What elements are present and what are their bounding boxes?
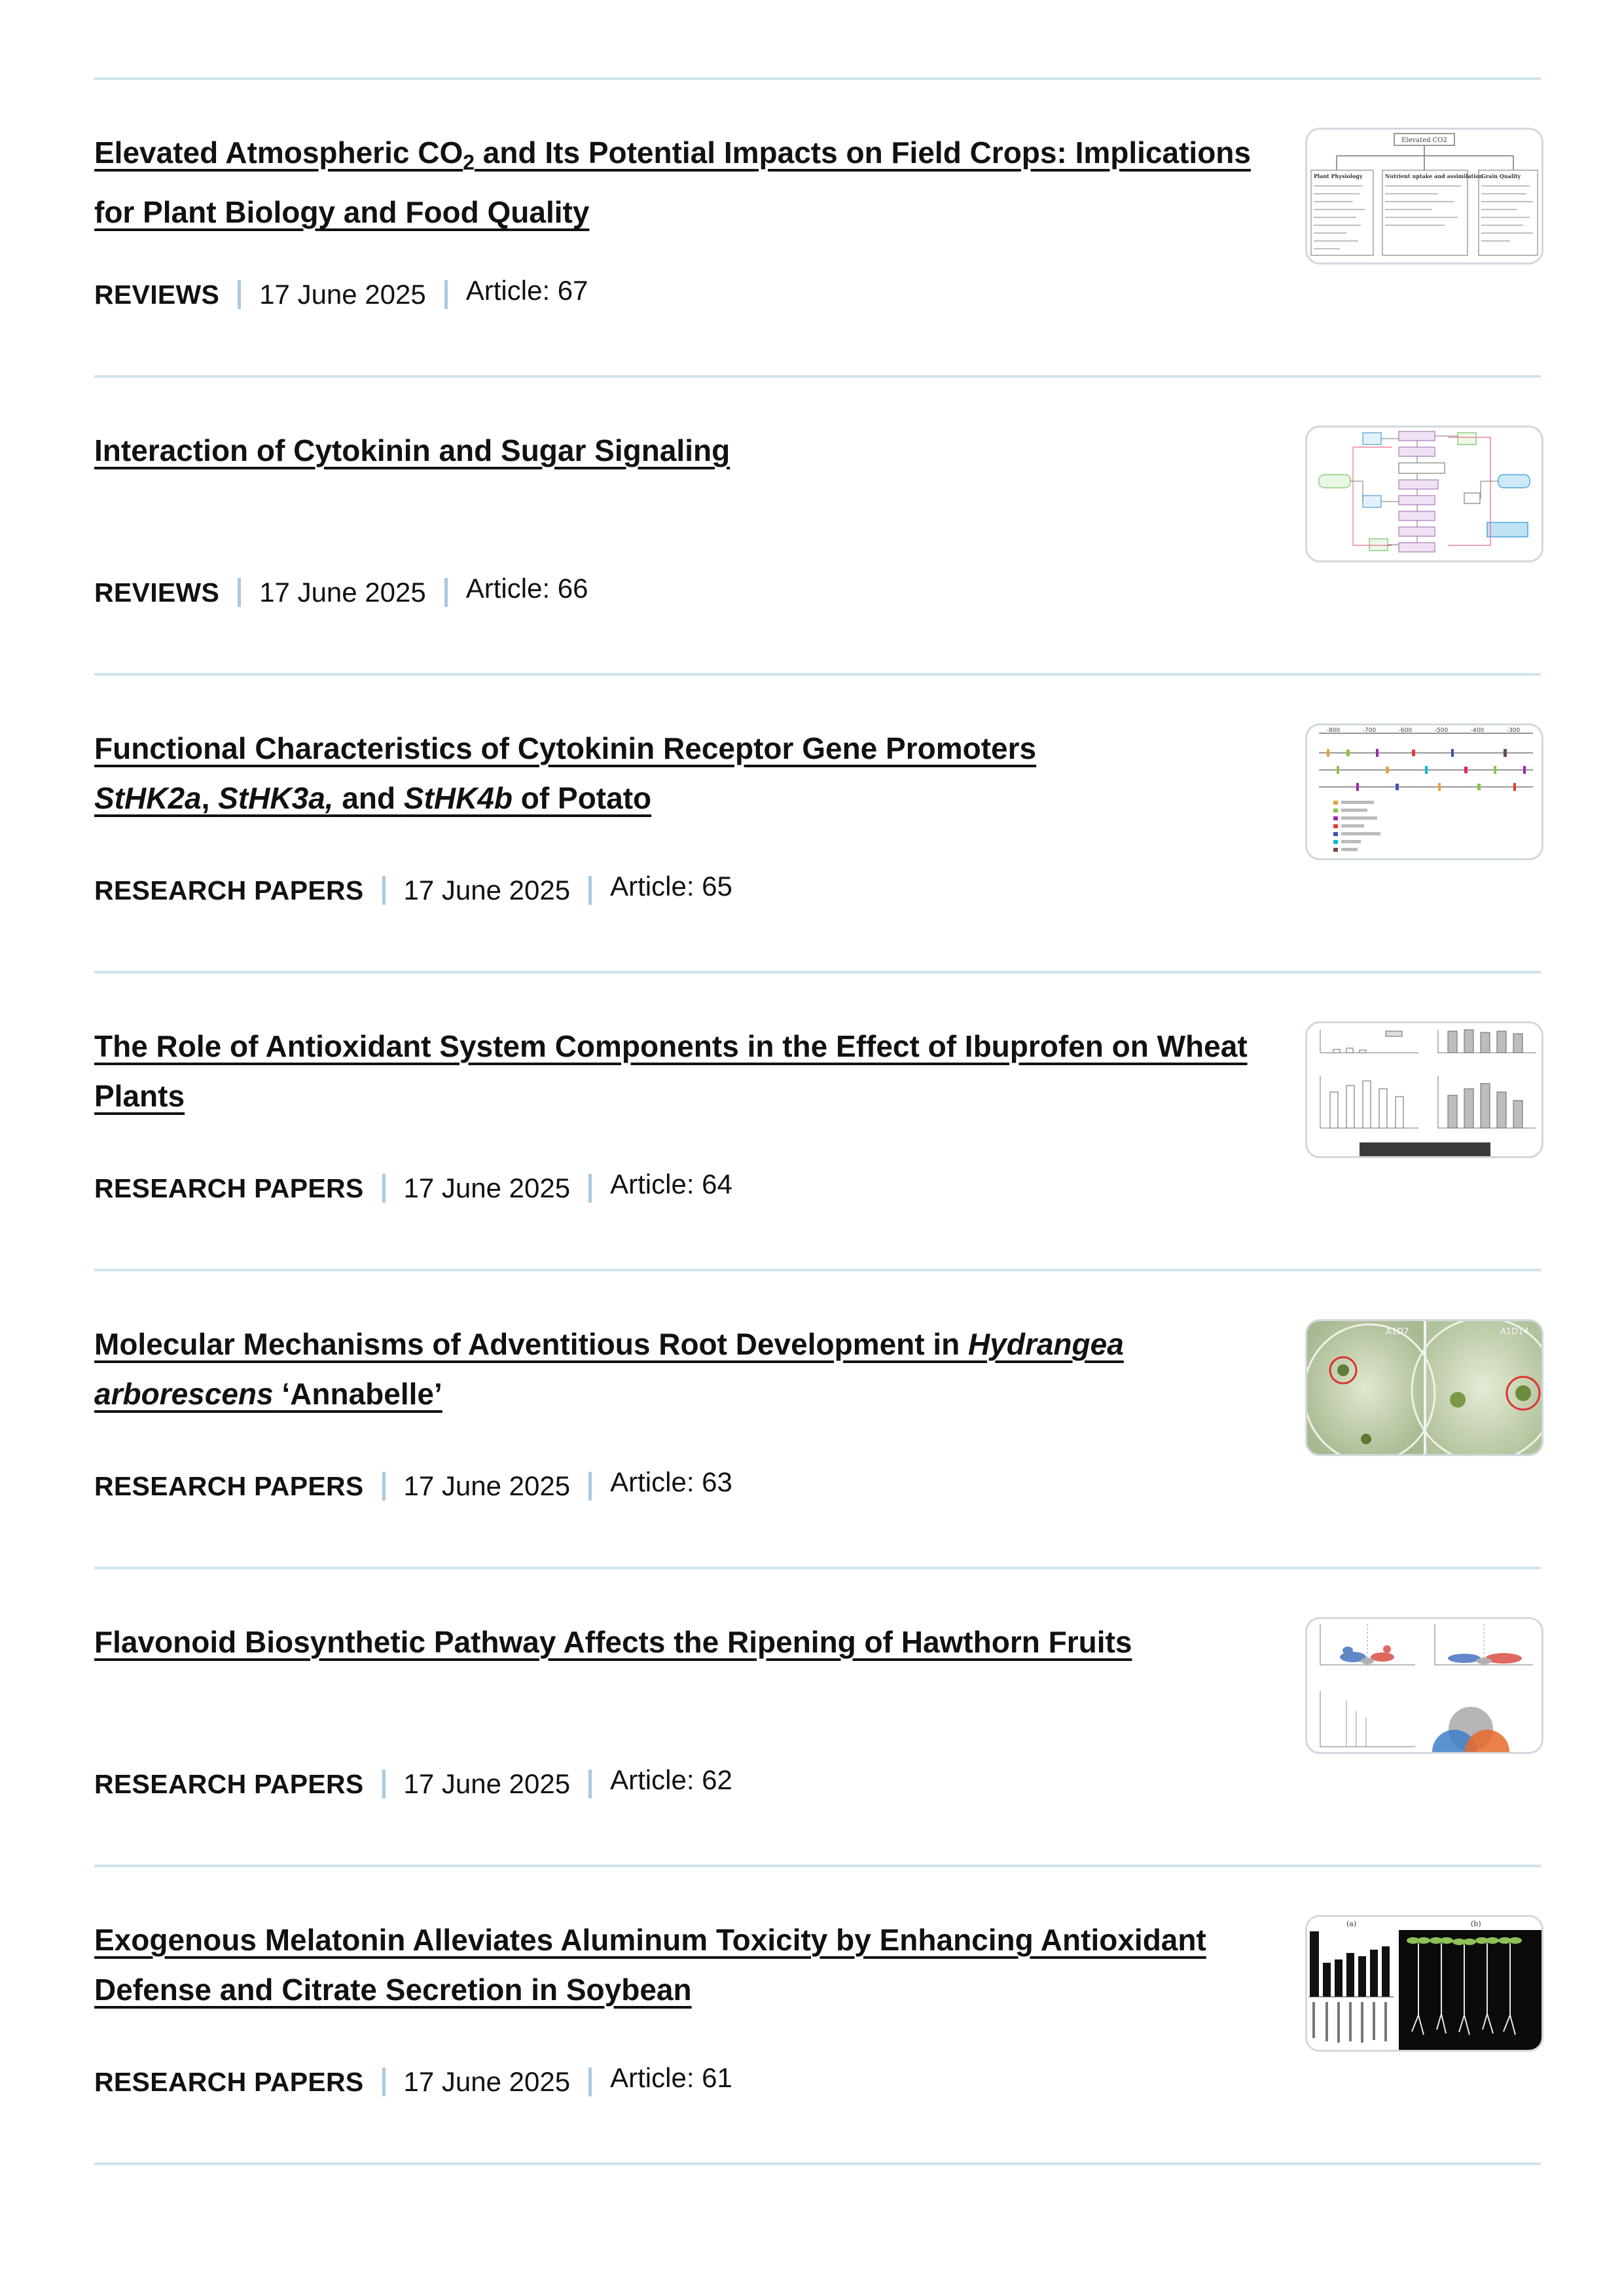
article-entry bbox=[94, 1866, 1541, 2160]
divider bbox=[94, 2162, 1541, 2165]
article-number: Article: 62 bbox=[610, 1764, 732, 1795]
article-title bbox=[94, 1915, 1259, 2014]
promoter-map-icon[interactable] bbox=[1305, 723, 1543, 860]
separator bbox=[588, 1174, 592, 1203]
svg-text:Elevated CO2: Elevated CO2 bbox=[1401, 137, 1447, 144]
flowchart-figure-icon[interactable] bbox=[1305, 128, 1543, 264]
svg-text:Grain Quality: Grain Quality bbox=[1481, 173, 1521, 179]
separator bbox=[588, 1770, 592, 1798]
article-title-link[interactable]: Functional Characteristics of Cytokinin Receptor Gene Promoters StHK2a, StHK3a, and StHK4b of Potato bbox=[94, 731, 1037, 815]
article-number: Article: 61 bbox=[610, 2062, 732, 2093]
article-meta bbox=[94, 573, 588, 612]
publish-date: 17 June 2025 bbox=[403, 1470, 571, 1501]
category-link[interactable]: RESEARCH PAPERS bbox=[94, 1173, 364, 1203]
article-meta bbox=[94, 1467, 732, 1506]
separator bbox=[238, 280, 241, 309]
article-number: Article: 64 bbox=[610, 1169, 732, 1199]
article-number: Article: 65 bbox=[610, 871, 732, 902]
article-number: Article: 63 bbox=[610, 1467, 732, 1497]
signaling-diagram-icon[interactable] bbox=[1305, 426, 1543, 562]
separator bbox=[444, 280, 448, 309]
separator bbox=[588, 2068, 592, 2096]
article-entry bbox=[94, 972, 1541, 1267]
category-link[interactable]: RESEARCH PAPERS bbox=[94, 1470, 364, 1501]
publish-date: 17 June 2025 bbox=[403, 2066, 571, 2097]
article-entry bbox=[94, 674, 1541, 969]
svg-text:-400: -400 bbox=[1470, 727, 1485, 734]
article-title-link[interactable]: Exogenous Melatonin Alleviates Aluminum Toxicity by Enhancing Antioxidant Defense and Citrate Secretion in Soybean bbox=[94, 1923, 1206, 2007]
article-title bbox=[94, 128, 1259, 237]
article-title-link[interactable]: The Role of Antioxidant System Components in the Effect of Ibuprofen on Wheat Plants bbox=[94, 1029, 1248, 1113]
article-title bbox=[94, 723, 1259, 823]
article-entry bbox=[94, 79, 1541, 373]
publish-date: 17 June 2025 bbox=[259, 279, 426, 310]
article-entry bbox=[94, 1270, 1541, 1565]
separator bbox=[382, 2068, 386, 2096]
svg-text:A1D14: A1D14 bbox=[1500, 1327, 1529, 1337]
category-link[interactable]: REVIEWS bbox=[94, 577, 220, 608]
svg-text:-500: -500 bbox=[1434, 727, 1449, 734]
article-title bbox=[94, 1617, 1259, 1667]
svg-text:(a): (a) bbox=[1346, 1920, 1357, 1928]
svg-text:-800: -800 bbox=[1326, 727, 1341, 734]
category-link[interactable]: RESEARCH PAPERS bbox=[94, 1768, 364, 1799]
article-entry bbox=[94, 376, 1541, 671]
article-title bbox=[94, 426, 1259, 475]
volcano-venn-figure-icon[interactable] bbox=[1305, 1617, 1543, 1754]
separator bbox=[382, 876, 386, 905]
article-number: Article: 66 bbox=[465, 573, 588, 604]
svg-text:-700: -700 bbox=[1362, 727, 1377, 734]
article-meta bbox=[94, 275, 588, 314]
publish-date: 17 June 2025 bbox=[403, 1173, 571, 1203]
separator bbox=[444, 578, 448, 607]
publish-date: 17 June 2025 bbox=[403, 875, 571, 905]
article-meta bbox=[94, 2062, 732, 2102]
separator bbox=[588, 1472, 592, 1501]
bar-charts-figure-icon[interactable] bbox=[1305, 1021, 1543, 1158]
svg-text:(b): (b) bbox=[1471, 1920, 1481, 1928]
svg-text:Plant Physiology: Plant Physiology bbox=[1314, 173, 1363, 179]
publish-date: 17 June 2025 bbox=[259, 577, 426, 608]
category-link[interactable]: REVIEWS bbox=[94, 279, 220, 310]
article-title-link[interactable]: Interaction of Cytokinin and Sugar Signaling bbox=[94, 433, 730, 467]
article-title-link[interactable]: Molecular Mechanisms of Adventitious Root Development in Hydrangea arborescens ‘Annabelle’ bbox=[94, 1327, 1124, 1411]
category-link[interactable]: RESEARCH PAPERS bbox=[94, 2066, 364, 2097]
article-number: Article: 67 bbox=[465, 275, 588, 306]
article-entry bbox=[94, 1568, 1541, 1863]
separator bbox=[382, 1472, 386, 1501]
separator bbox=[382, 1174, 386, 1203]
separator bbox=[238, 578, 241, 607]
svg-text:Nutrient uptake and assimilati: Nutrient uptake and assimilation bbox=[1385, 173, 1483, 179]
seedling-photo-figure-icon[interactable] bbox=[1305, 1915, 1543, 2052]
category-link[interactable]: RESEARCH PAPERS bbox=[94, 875, 364, 905]
article-title bbox=[94, 1021, 1259, 1121]
article-meta bbox=[94, 871, 732, 910]
svg-text:-600: -600 bbox=[1398, 727, 1413, 734]
svg-text:-300: -300 bbox=[1506, 727, 1521, 734]
separator bbox=[588, 876, 592, 905]
article-title-link[interactable]: Flavonoid Biosynthetic Pathway Affects the Ripening of Hawthorn Fruits bbox=[94, 1625, 1132, 1659]
article-title-link[interactable]: Elevated Atmospheric $CO_2$ and Its Potential Impacts on Field Crops: Implications for Plant Biology and Food Quality bbox=[94, 136, 1251, 230]
svg-text:A1D7: A1D7 bbox=[1386, 1327, 1409, 1337]
article-title bbox=[94, 1319, 1259, 1419]
publish-date: 17 June 2025 bbox=[403, 1768, 571, 1799]
separator bbox=[382, 1770, 386, 1798]
article-meta bbox=[94, 1764, 732, 1804]
article-meta bbox=[94, 1169, 732, 1208]
petri-dish-photo-icon[interactable] bbox=[1305, 1319, 1543, 1456]
